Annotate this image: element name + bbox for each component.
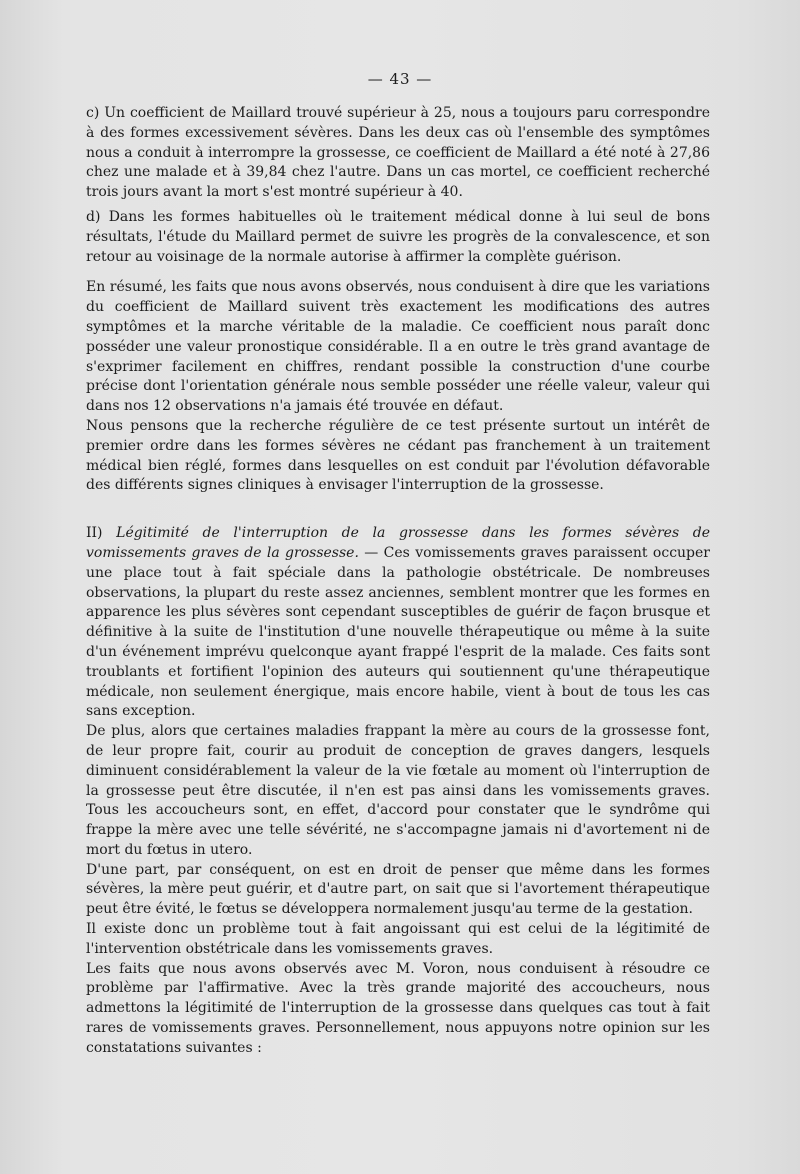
paragraph-c: c) Un coefficient de Maillard trouvé supérieur à 25, nous a toujours paru correspondre à des formes excessivement sévères. Dans les deux cas où l'ensemble des symptômes nous a conduit à interrompre la grossesse, ce coefficient de Maillard a été noté à 27,86 chez une malade et à 39,84 chez l'autre. Dans un cas mortel, ce coefficient recherché trois jours avant la mort s'est montré supérieur à 40. [86,105,710,201]
body-text [86,104,710,1059]
paragraph-section-ii [86,524,710,722]
section-title: Légitimité de l'interruption de la grossesse dans les formes sévères de vomissements graves de la grossesse. [86,525,710,561]
paragraph-en-resume: En résumé, les faits que nous avons observés, nous conduisent à dire que les variations du coefficient de Maillard suivent très exactement les modifications des autres symptômes et la marche véritable de la maladie. Ce coefficient nous paraît donc posséder une valeur pronostique considérable. Il a en outre le très grand avantage de s'exprimer facilement en chiffres, rendant possible la construction d'une courbe précise dont l'orientation générale nous semble posséder une réelle valeur, valeur qui dans nos 12 observations n'a jamais été trouvée en défaut. [86,279,710,415]
paragraph-nous-pensons: Nous pensons que la recherche régulière de ce test présente surtout un intérêt de premier ordre dans les formes sévères ne cédant pas franchement à un traitement médical bien réglé, formes dans lesquelles on est conduit par l'évolution défavorable des différents signes cliniques à envisager l'interruption de la grossesse. [86,417,710,494]
paragraph-les-faits: Les faits que nous avons observés avec M. Voron, nous conduisent à résoudre ce problème par l'affirmative. Avec la très grande majorité des accoucheurs, nous admettons la légitimité de l'interruption de la grossesse dans quelques cas tout à fait rares de vomissements graves. Personnellement, nous appuyons notre opinion sur les constatations suivantes : [86,960,710,1056]
paragraph-il-existe: Il existe donc un problème tout à fait angoissant qui est celui de la légitimité de l'intervention obstétricale dans les vomissements graves. [86,921,710,957]
page-number: — 43 — [367,70,433,88]
paragraph-dune-part: D'une part, par conséquent, on est en droit de penser que même dans les formes sévères, la mère peut guérir, et d'autre part, on sait que si l'avortement thérapeutique peut être évité, le fœtus se développera normalement jusqu'au terme de la gestation. [86,861,710,918]
section-body: — Ces vomissements graves paraissent occuper une place tout à fait spéciale dans la pathologie obstétricale. De nombreuses observations, la plupart du reste assez anciennes, semblent montrer que les formes en apparence les plus sévères sont cependant susceptibles de guérir de façon brusque et définitive à la suite de l'institution d'une nouvelle thérapeutique ou même à la suite d'un événement imprévu quelconque ayant frappé l'esprit de la malade. Ces faits sont troublants et fortifient l'opinion des auteurs qui soutiennent qu'une thérapeutique médicale, non seulement énergique, mais encore habile, vient à bout de tous les cas sans exception. [86,544,710,720]
paragraph-de-plus: De plus, alors que certaines maladies frappant la mère au cours de la grossesse font, de leur propre fait, courir au produit de conception de graves dangers, lesquels diminuent considérablement la valeur de la vie fœtale au moment où l'interruption de la grossesse peut être discutée, il n'en est pas ainsi dans les vomissements graves. Tous les accoucheurs sont, en effet, d'accord pour constater que le syndrôme qui frappe la mère avec une telle sévérité, ne s'accompagne jamais ni d'avortement ni de mort du fœtus in utero. [86,723,710,858]
paragraph-d: d) Dans les formes habituelles où le traitement médical donne à lui seul de bons résultats, l'étude du Maillard permet de suivre les progrès de la convalescence, et son retour au voisinage de la normale autorise à affirmer la complète guérison. [86,208,710,265]
section-number: II) [86,525,117,542]
